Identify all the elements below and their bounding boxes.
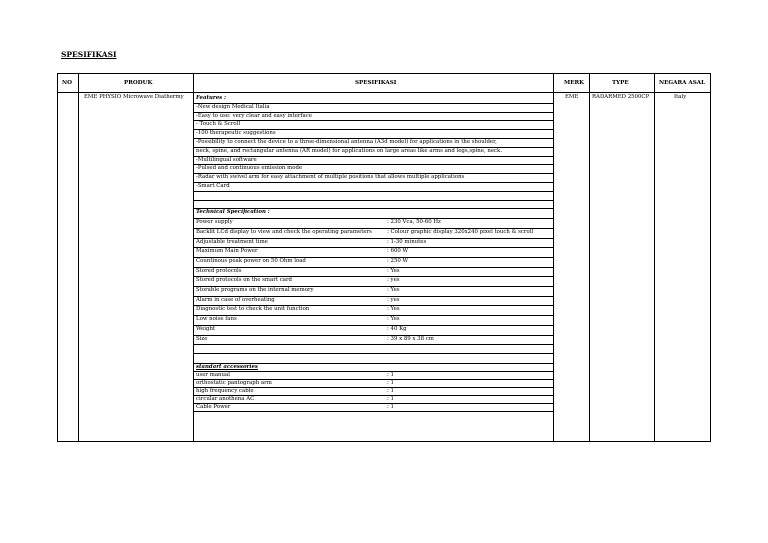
row-divider xyxy=(193,191,553,192)
tech-spec-row-label: Stored protocols on the smart card xyxy=(196,277,292,284)
tech-spec-row-label: Diagnostic test to check the unit function xyxy=(196,306,310,313)
row-divider xyxy=(193,335,553,336)
feature-item-label: -Possibility to connect the device to a three-dimensional antenna (A3d model) for applications in the shoulder, xyxy=(196,139,497,145)
accessory-row-label: orthostatic pantograph arm xyxy=(196,379,272,386)
accessory-row-value: : 1 xyxy=(387,387,394,394)
tech-spec-row-value: : Colour graphic display 320x240 pixel touch & scroll xyxy=(387,228,534,235)
row-divider xyxy=(193,267,553,268)
tech-spec-row-value: : 1-30 minutes xyxy=(387,238,427,245)
header-merk: MERK xyxy=(564,80,584,86)
feature-item-label: neck, spine, and rectangular antenna (AR model) for applications on large areas like arms and legs,spine, neck. xyxy=(196,147,503,154)
product-name: EME PHYSIO Microwave Diathermy xyxy=(84,94,184,100)
accessory-row-value: : 1 xyxy=(387,379,394,386)
col-divider xyxy=(553,73,554,442)
row-divider xyxy=(193,200,553,201)
feature-item-label: -Smart Card xyxy=(196,183,230,189)
tech-spec-row-value: : yes xyxy=(387,296,400,303)
tech-spec-row-label: Alarm in case of overheating xyxy=(196,296,275,303)
tech-spec-row-label: Backlit LCd display to view and check the operating parameters xyxy=(196,228,372,235)
tech-spec-row-value: : 40 Kg xyxy=(387,325,407,332)
tech-spec-row-label: Weight xyxy=(196,325,216,332)
product-merk: EME xyxy=(565,94,579,100)
tech-spec-row-label: Countinous peak power on 50 Ohm load xyxy=(196,257,306,264)
row-divider xyxy=(193,182,553,183)
tech-spec-row-value: : Yes xyxy=(387,267,400,274)
feature-item-label: -Radar with swivel arm for easy attachment of multiple positions that allows multiple applications xyxy=(196,174,465,181)
row-divider xyxy=(193,411,553,412)
feature-item-label: -100 therapeutic suggestions xyxy=(196,130,276,137)
tech-spec-row-value: : 230 Vca, 50-60 Hz xyxy=(387,219,441,226)
row-divider xyxy=(193,218,553,219)
tech-spec-row-label: Storable programs on the internal memory xyxy=(196,287,314,293)
header-no: NO xyxy=(62,80,72,86)
tech-spec-row-value: : 39 x 89 x 38 cm xyxy=(387,335,434,342)
tech-spec-row-label: Maximum Main Power xyxy=(196,248,258,255)
header-divider xyxy=(57,92,711,93)
tech-spec-row-label: Adjustable treatment time xyxy=(196,238,268,245)
header-produk: PRODUK xyxy=(124,80,153,86)
row-divider xyxy=(193,344,553,345)
product-negara: Italy xyxy=(674,94,687,100)
accessories-heading-label: standart accessories xyxy=(196,363,258,370)
tech-spec-row-label: Size xyxy=(196,335,208,342)
tech-spec-row-label: Low noise fans xyxy=(196,316,237,323)
tech-spec-row-label: Power supply xyxy=(196,219,233,226)
col-divider xyxy=(654,73,655,442)
header-type: TYPE xyxy=(612,80,629,86)
row-divider xyxy=(193,353,553,354)
row-divider xyxy=(193,315,553,316)
feature-item-label: -Multilingual software xyxy=(196,156,257,163)
tech-spec-row-value: : Yes xyxy=(387,306,400,313)
feature-item-label: -Pulsed and continuous emission mode xyxy=(196,165,303,172)
features-heading-label: Features : xyxy=(196,95,227,101)
tech-spec-row-value: : Yes xyxy=(387,287,400,293)
product-type: RADARMED 2500CP xyxy=(592,94,650,100)
tech-spec-row-label: Stored protocols xyxy=(196,267,242,274)
row-divider xyxy=(193,120,553,121)
tech-spec-row-value: : Yes xyxy=(387,316,400,323)
feature-item-label: -New design Medical Italia xyxy=(196,103,270,110)
col-divider xyxy=(589,73,590,442)
accessory-row-value: : 1 xyxy=(387,395,394,402)
page-title: SPESIFIKASI xyxy=(61,50,117,59)
accessory-row-label: circular anothena AC xyxy=(196,395,255,402)
header-spesifikasi: SPESIFIKASI xyxy=(355,80,397,86)
tech-spec-row-value: : 250 W xyxy=(387,257,409,264)
accessory-row-value: : 1 xyxy=(387,403,394,410)
accessory-row-label: Cable Power xyxy=(196,403,231,410)
accessory-row-label: user manual xyxy=(196,371,230,378)
accessory-row-label: high frequency cable xyxy=(196,387,254,394)
feature-item-label: - Touch & Scroll xyxy=(196,121,241,128)
header-negara: NEGARA ASAL xyxy=(659,80,706,86)
technical-heading-label: Technical Specification : xyxy=(196,209,270,216)
row-divider xyxy=(193,325,553,326)
tech-spec-row-value: : 600 W xyxy=(387,248,409,255)
accessory-row-value: : 1 xyxy=(387,371,394,378)
row-divider xyxy=(193,371,553,372)
feature-item-label: -Easy to use: very clear and easy interface xyxy=(196,112,312,119)
tech-spec-row-value: : yes xyxy=(387,277,400,284)
row-divider xyxy=(193,403,553,404)
col-divider xyxy=(78,73,79,442)
